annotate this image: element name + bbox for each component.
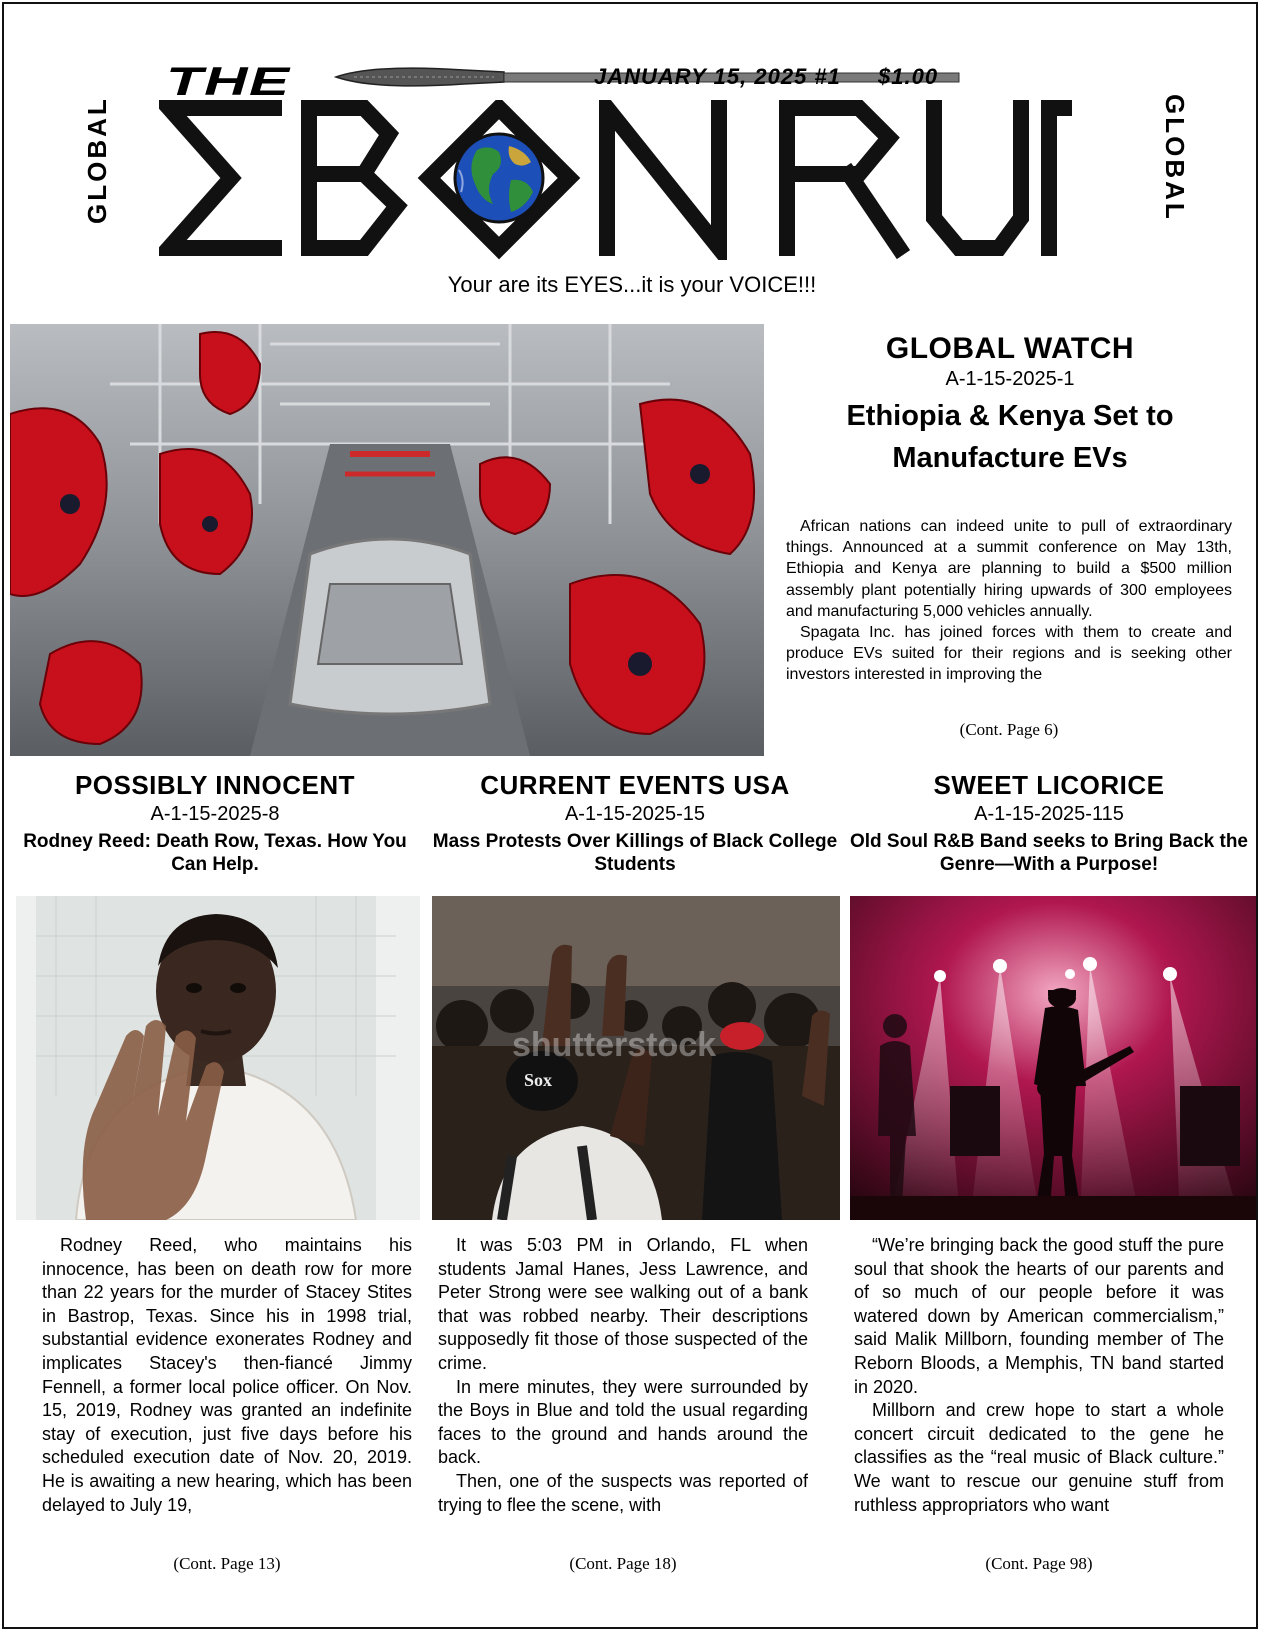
column-2-continued-link[interactable]: (Cont. Page 18) [569, 1554, 677, 1573]
column-3-headline[interactable]: Old Soul R&B Band seeks to Bring Back the Genre—With a Purpose! [849, 831, 1249, 875]
issue-date: JANUARY 15, 2025 #1 [594, 64, 841, 89]
column-2-headline[interactable]: Mass Protests Over Killings of Black College Students [432, 831, 838, 875]
column-1-kicker: POSSIBLY INNOCENT [74, 770, 356, 800]
column-3-header [844, 770, 1254, 876]
tagline: Your are its EYES...it is your VOICE!!! [447, 272, 817, 297]
top-story-paragraph: Spagata Inc. has joined forces with them to create and produce EVs suited for their regions and is seeking other investors interested in improving the [786, 624, 1232, 684]
column-2-paragraph: Then, one of the suspects was reported of trying to flee the scene, with [438, 1470, 808, 1515]
side-label-left: GLOBAL [82, 96, 112, 224]
column-2-story-id: A-1-15-2025-15 [564, 803, 706, 825]
top-story-kicker: GLOBAL WATCH [885, 332, 1135, 365]
column-2-paragraph: In mere minutes, they were surrounded by the Boys in Blue and told the usual regarding faces to the ground and hands around the back. [438, 1376, 808, 1468]
side-label-right: GLOBAL [1160, 94, 1190, 222]
column-1-paragraph: Rodney Reed, who maintains his innocence, has been on death row for more than 22 years for the murder of Stacey Stites in Bastrop, Texas. Since his in 1998 trial, substantial evidence exonerates Rodney and implicates Stacey's then-fiancé Jimmy Fennell, a former local police officer. On Nov. 15, 2019, Rodney was granted an indefinite stay of execution, just five days before his scheduled execution date of Nov. 20, 2019. He is awaiting a new hearing, which has been delayed to July 19, [42, 1235, 412, 1515]
rodney-reed-photo[interactable] [16, 896, 420, 1220]
issue-price: $1.00 [878, 64, 939, 89]
column-1-story-id: A-1-15-2025-8 [150, 803, 280, 825]
column-3-continued-link[interactable]: (Cont. Page 98) [985, 1554, 1093, 1573]
column-2-kicker: CURRENT EVENTS USA [480, 770, 790, 800]
top-story-id: A-1-15-2025-1 [945, 368, 1075, 390]
column-2-header [430, 770, 840, 876]
top-story-body [786, 516, 1232, 704]
column-1-body [42, 1234, 412, 1554]
concert-photo[interactable] [850, 896, 1258, 1220]
top-story-headline[interactable]: Ethiopia & Kenya Set to Manufacture EVs [846, 400, 1174, 474]
column-3-body [854, 1234, 1224, 1554]
masthead-logo [159, 100, 1079, 260]
issue-line [594, 64, 944, 90]
top-story-continued-link[interactable]: (Cont. Page 6) [959, 720, 1059, 739]
top-story-paragraph: African nations can indeed unite to pull of extraordinary things. Announced at a summit conference on May 13th, Ethiopia and Kenya are planning to build a $500 million assembly plant potentially hiring upwards of 300 employees and manufacturing 5,000 vehicles annually. [786, 518, 1232, 620]
cap-logo-icon: Sox [524, 1070, 553, 1090]
top-story-header [784, 332, 1236, 479]
column-3-kicker: SWEET LICORICE [933, 770, 1165, 800]
protest-photo[interactable] [432, 896, 840, 1220]
column-3-paragraph: “We’re bringing back the good stuff the pure soul that shook the hearts of our parents and of so much of our people before it was watered down by American commercialism,” said Malik Millborn, founding member of The Reborn Bloods, a Memphis, TN band started in 2020. [854, 1235, 1224, 1397]
globe-icon [455, 134, 543, 222]
column-2-paragraph: It was 5:03 PM in Orlando, FL when students Jamal Hanes, Jess Lawrence, and Peter Strong were see walking out of a bank that was robbed nearby. Their descriptions supposedly fit those of those suspected of the crime. [438, 1235, 808, 1373]
column-1-continued-link[interactable]: (Cont. Page 13) [173, 1554, 281, 1573]
column-3-paragraph: Millborn and crew hope to start a whole concert circuit dedicated to the gene he classifies as the “real music of Black culture.” We want to rescue our genuine stuff from ruthless appropriators who want [854, 1400, 1224, 1515]
shutterstock-watermark: shutterstock [512, 1026, 717, 1064]
masthead-the: THE [166, 60, 291, 104]
column-1-header [10, 770, 420, 876]
newspaper-front-page [2, 2, 1258, 1629]
column-3-story-id: A-1-15-2025-115 [974, 803, 1124, 825]
column-1-headline[interactable]: Rodney Reed: Death Row, Texas. How You Can Help. [23, 831, 407, 875]
column-2-body [438, 1234, 808, 1554]
ev-factory-photo[interactable] [10, 324, 764, 756]
